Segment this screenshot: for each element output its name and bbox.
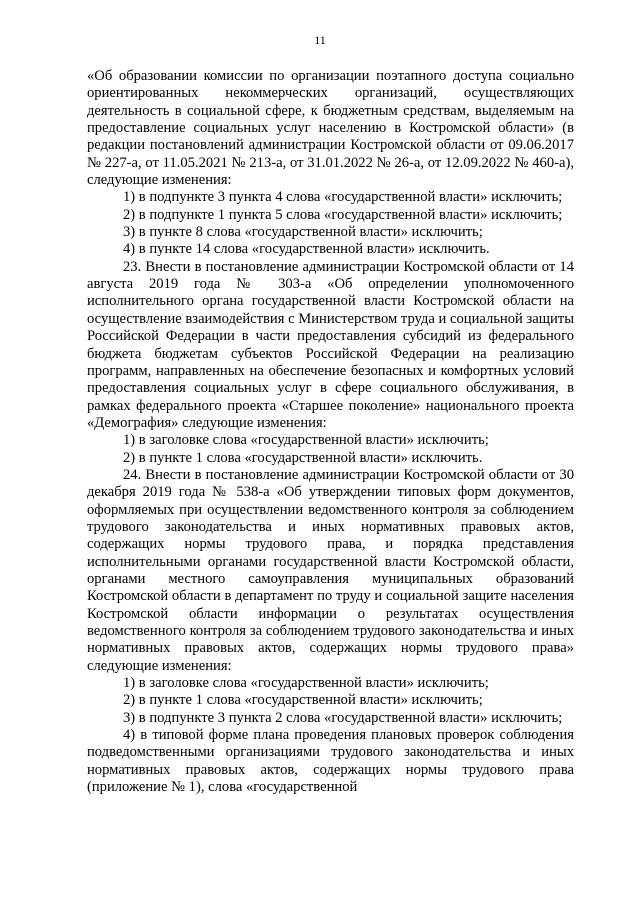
- document-body: [87, 68, 574, 796]
- paragraph: 2) в подпункте 1 пункта 5 слова «государственной власти» исключить;: [123, 206, 563, 223]
- paragraph: 1) в заголовке слова «государственной власти» исключить;: [123, 432, 489, 449]
- paragraph: 2) в пункте 1 слова «государственной власти» исключить.: [123, 449, 483, 466]
- page-number: 11: [314, 33, 326, 47]
- paragraph: 23. Внести в постановление администрации Костромской области от 14 августа 2019 года № 303-а «Об определении уполномоченного исполнительного органа государственной власти Костромской области на осуществление взаимодействия с Министерством труда и социальной защиты Российской Федерации в части предоставления субсидий из федерального бюджета бюджетам субъектов Российской Федерации на реализацию программ, направленных на обеспечение безопасных и комфортных условий предоставления социальных услуг в сфере социального обслуживания, в рамках федерального проекта «Старшее поколение» национального проекта «Демография» следующие изменения:: [87, 258, 574, 431]
- paragraph: 24. Внести в постановление администрации Костромской области от 30 декабря 2019 года № 538-а «Об утверждении типовых форм документов, оформляемых при осуществлении ведомственного контроля за соблюдением трудового законодательства и иных нормативных правовых актов, содержащих нормы трудового права, и порядка представления исполнительными органами государственной власти Костромской области, органами местного самоуправления муниципальных образований Костромской области в департамент по труду и социальной защите населения Костромской области информации о результатах осуществления ведомственного контроля за соблюдением трудового законодательства и иных нормативных правовых актов, содержащих нормы трудового права» следующие изменения:: [87, 466, 574, 674]
- paragraph: 1) в заголовке слова «государственной власти» исключить;: [123, 675, 489, 692]
- paragraph: 3) в подпункте 3 пункта 2 слова «государственной власти» исключить;: [123, 709, 563, 726]
- paragraph: 2) в пункте 1 слова «государственной власти» исключить;: [123, 692, 483, 709]
- paragraph: 4) в пункте 14 слова «государственной власти» исключить.: [123, 241, 490, 258]
- paragraph: 3) в пункте 8 слова «государственной власти» исключить;: [123, 224, 483, 241]
- paragraph: «Об образовании комиссии по организации поэтапного доступа социально ориентированных некоммерческих организаций, осуществляющих деятельность в социальной сфере, к бюджетным средствам, выделяемым на предоставление социальных услуг населению в Костромской области» (в редакции постановлений администрации Костромской области от 09.06.2017 № 227-а, от 11.05.2021 № 213-а, от 31.01.2022 № 26-а, от 12.09.2022 № 460-а), следующие изменения:: [87, 68, 574, 189]
- paragraph: 1) в подпункте 3 пункта 4 слова «государственной власти» исключить;: [123, 189, 563, 206]
- paragraph: 4) в типовой форме плана проведения плановых проверок соблюдения подведомственными организациями трудового законодательства и иных нормативных правовых актов, содержащих нормы трудового права (приложение № 1), слова «государственной: [87, 727, 574, 796]
